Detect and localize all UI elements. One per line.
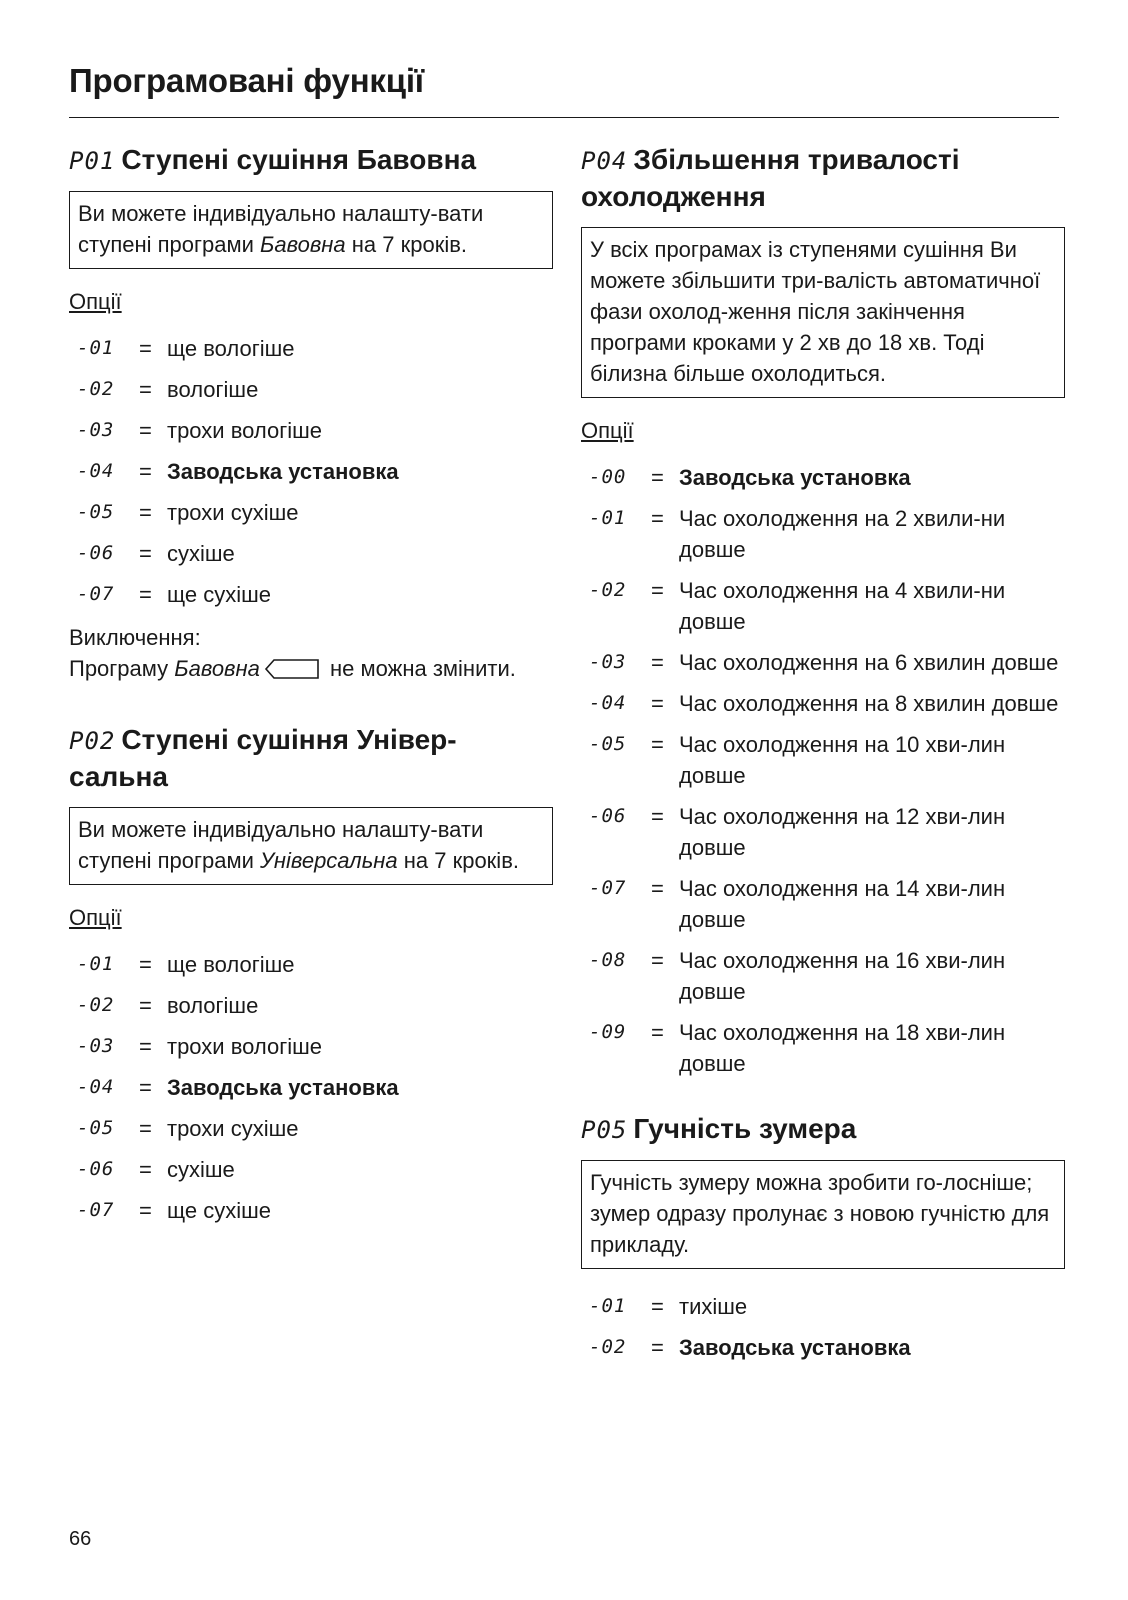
option-row — [69, 1113, 553, 1144]
option-code: -03 — [77, 1035, 115, 1057]
exclusion-note — [69, 622, 553, 684]
option-text: тихіше — [679, 1294, 748, 1319]
option-code: -00 — [589, 466, 627, 488]
option-equals: = — [651, 578, 664, 603]
option-equals: = — [139, 1075, 152, 1100]
option-code: -05 — [589, 733, 627, 755]
section-p05 — [581, 1111, 1065, 1363]
section-p04-infobox: У всіх програмах із ступенями сушіння Ви можете збільшити три-валість автоматичної фази охолод-ження після закінчення програми кроками у 2 хв до 18 хв. Тоді білизна більше охолодиться. — [581, 227, 1065, 398]
option-row — [69, 415, 553, 446]
section-p02-infobox — [69, 807, 553, 885]
option-equals: = — [139, 582, 152, 607]
option-row — [69, 1195, 553, 1226]
option-list — [69, 333, 553, 610]
option-text: трохи сухіше — [167, 500, 299, 525]
program-name: Бавовна — [174, 656, 260, 681]
option-code: -06 — [589, 805, 627, 827]
option-code: -01 — [589, 1295, 627, 1317]
option-row — [581, 873, 1065, 935]
option-equals: = — [139, 952, 152, 977]
option-code: -02 — [77, 994, 115, 1016]
option-equals: = — [651, 506, 664, 531]
option-code: -04 — [77, 1076, 115, 1098]
option-code: -07 — [77, 583, 115, 605]
exclusion-text-pre: Програму — [69, 656, 175, 681]
option-equals: = — [651, 1020, 664, 1045]
option-text: Час охолодження на 6 хвилин довше — [679, 650, 1059, 675]
option-text: трохи вологіше — [167, 418, 323, 443]
option-row — [581, 688, 1065, 719]
option-code: -01 — [589, 507, 627, 529]
option-equals: = — [139, 1116, 152, 1141]
option-row — [69, 374, 553, 405]
option-row — [69, 1031, 553, 1062]
option-row — [69, 497, 553, 528]
option-row — [69, 1072, 553, 1103]
option-code: -03 — [589, 651, 627, 673]
option-row — [581, 729, 1065, 791]
option-list — [581, 462, 1065, 1079]
option-row — [581, 575, 1065, 637]
section-p05-infobox: Гучність зумеру можна зробити го-лосніше; зумер одразу пролунає з новою гучністю для прикладу. — [581, 1160, 1065, 1269]
program-key-icon — [264, 658, 320, 680]
option-text: Час охолодження на 18 хви-лин довше — [679, 1020, 1006, 1076]
options-label: Опції — [581, 418, 634, 443]
option-text: ще вологіше — [167, 952, 295, 977]
option-text: ще сухіше — [167, 582, 271, 607]
right-column — [581, 142, 1065, 1373]
option-row — [581, 945, 1065, 1007]
option-row — [69, 1154, 553, 1185]
option-equals: = — [651, 1294, 664, 1319]
exclusion-text — [69, 653, 553, 684]
options-label: Опції — [69, 289, 122, 314]
option-code: -03 — [77, 419, 115, 441]
option-row — [69, 456, 553, 487]
option-text: Час охолодження на 16 хви-лин довше — [679, 948, 1006, 1004]
section-p04-title-text: Збільшення тривалості охолодження — [581, 144, 960, 212]
option-row — [581, 647, 1065, 678]
section-p02-title-text: Ступені сушіння Універ-сальна — [69, 724, 457, 792]
option-equals: = — [139, 1157, 152, 1182]
option-text: вологіше — [167, 377, 259, 402]
option-row — [581, 801, 1065, 863]
option-text: Час охолодження на 10 хви-лин довше — [679, 732, 1006, 788]
option-equals: = — [651, 691, 664, 716]
option-text: Час охолодження на 2 хвили-ни довше — [679, 506, 1006, 562]
section-p02-title — [69, 722, 553, 795]
exclusion-label: Виключення: — [69, 625, 201, 650]
option-text: вологіше — [167, 993, 259, 1018]
info-text: на 7 кроків. — [345, 232, 468, 257]
option-equals: = — [139, 1198, 152, 1223]
section-p05-title — [581, 1111, 1065, 1148]
section-p01-code: P01 — [69, 147, 116, 175]
option-equals: = — [139, 459, 152, 484]
option-code: -01 — [77, 953, 115, 975]
option-code: -02 — [77, 378, 115, 400]
option-row — [581, 1017, 1065, 1079]
option-code: -07 — [77, 1199, 115, 1221]
program-name: Універсальна — [260, 848, 398, 873]
section-p04-title — [581, 142, 1065, 215]
section-p01 — [69, 142, 553, 684]
option-equals: = — [651, 1335, 664, 1360]
option-equals: = — [139, 336, 152, 361]
option-equals: = — [651, 804, 664, 829]
page-number: 66 — [69, 1528, 92, 1550]
option-equals: = — [139, 418, 152, 443]
option-equals: = — [139, 500, 152, 525]
option-text: трохи сухіше — [167, 1116, 299, 1141]
option-code: -02 — [589, 1336, 627, 1358]
section-p04 — [581, 142, 1065, 1079]
option-row — [69, 579, 553, 610]
info-text: на 7 кроків. — [397, 848, 519, 873]
program-name: Бавовна — [260, 232, 346, 257]
option-row — [69, 990, 553, 1021]
option-row — [69, 949, 553, 980]
option-text: Заводська установка — [679, 465, 911, 490]
option-equals: = — [651, 732, 664, 757]
option-row — [581, 503, 1065, 565]
option-equals: = — [651, 465, 664, 490]
option-row — [581, 1332, 1065, 1363]
page-title: Програмовані функції — [69, 62, 424, 99]
section-p02 — [69, 722, 553, 1226]
option-equals: = — [139, 541, 152, 566]
option-equals: = — [139, 377, 152, 402]
left-column — [69, 142, 553, 1236]
option-equals: = — [139, 1034, 152, 1059]
option-row — [581, 1291, 1065, 1322]
section-p02-code: P02 — [69, 727, 116, 755]
option-list — [581, 1291, 1065, 1363]
info-text: Ви можете індивідуально налашту-вати ступені програми — [78, 201, 484, 257]
option-code: -04 — [589, 692, 627, 714]
option-text: Час охолодження на 8 хвилин довше — [679, 691, 1059, 716]
option-text: Час охолодження на 4 хвили-ни довше — [679, 578, 1006, 634]
option-equals: = — [651, 650, 664, 675]
option-text: ще сухіше — [167, 1198, 271, 1223]
option-code: -02 — [589, 579, 627, 601]
option-list — [69, 949, 553, 1226]
options-label: Опції — [69, 905, 122, 930]
title-divider — [69, 117, 1059, 118]
option-text: Час охолодження на 14 хви-лин довше — [679, 876, 1006, 932]
option-text: сухіше — [167, 541, 235, 566]
option-equals: = — [651, 876, 664, 901]
exclusion-text-post: не можна змінити. — [323, 656, 516, 681]
section-p01-infobox — [69, 191, 553, 269]
option-row — [69, 333, 553, 364]
section-p01-title-text: Ступені сушіння Бавовна — [121, 144, 477, 175]
option-code: -06 — [77, 542, 115, 564]
option-code: -05 — [77, 1117, 115, 1139]
info-text: Ви можете індивідуально налашту-вати ступені програми — [78, 817, 484, 873]
option-code: -07 — [589, 877, 627, 899]
option-text: Заводська установка — [167, 1075, 399, 1100]
section-p04-code: P04 — [581, 147, 628, 175]
option-equals: = — [139, 993, 152, 1018]
option-row — [581, 462, 1065, 493]
option-code: -06 — [77, 1158, 115, 1180]
option-code: -04 — [77, 460, 115, 482]
option-code: -09 — [589, 1021, 627, 1043]
option-text: трохи вологіше — [167, 1034, 323, 1059]
option-text: Заводська установка — [679, 1335, 911, 1360]
section-p05-code: P05 — [581, 1116, 628, 1144]
section-p01-title — [69, 142, 553, 179]
option-equals: = — [651, 948, 664, 973]
option-code: -05 — [77, 501, 115, 523]
option-text: Заводська установка — [167, 459, 399, 484]
option-code: -01 — [77, 337, 115, 359]
option-row — [69, 538, 553, 569]
option-code: -08 — [589, 949, 627, 971]
option-text: сухіше — [167, 1157, 235, 1182]
option-text: Час охолодження на 12 хви-лин довше — [679, 804, 1006, 860]
section-p05-title-text: Гучність зумера — [633, 1113, 857, 1144]
option-text: ще вологіше — [167, 336, 295, 361]
